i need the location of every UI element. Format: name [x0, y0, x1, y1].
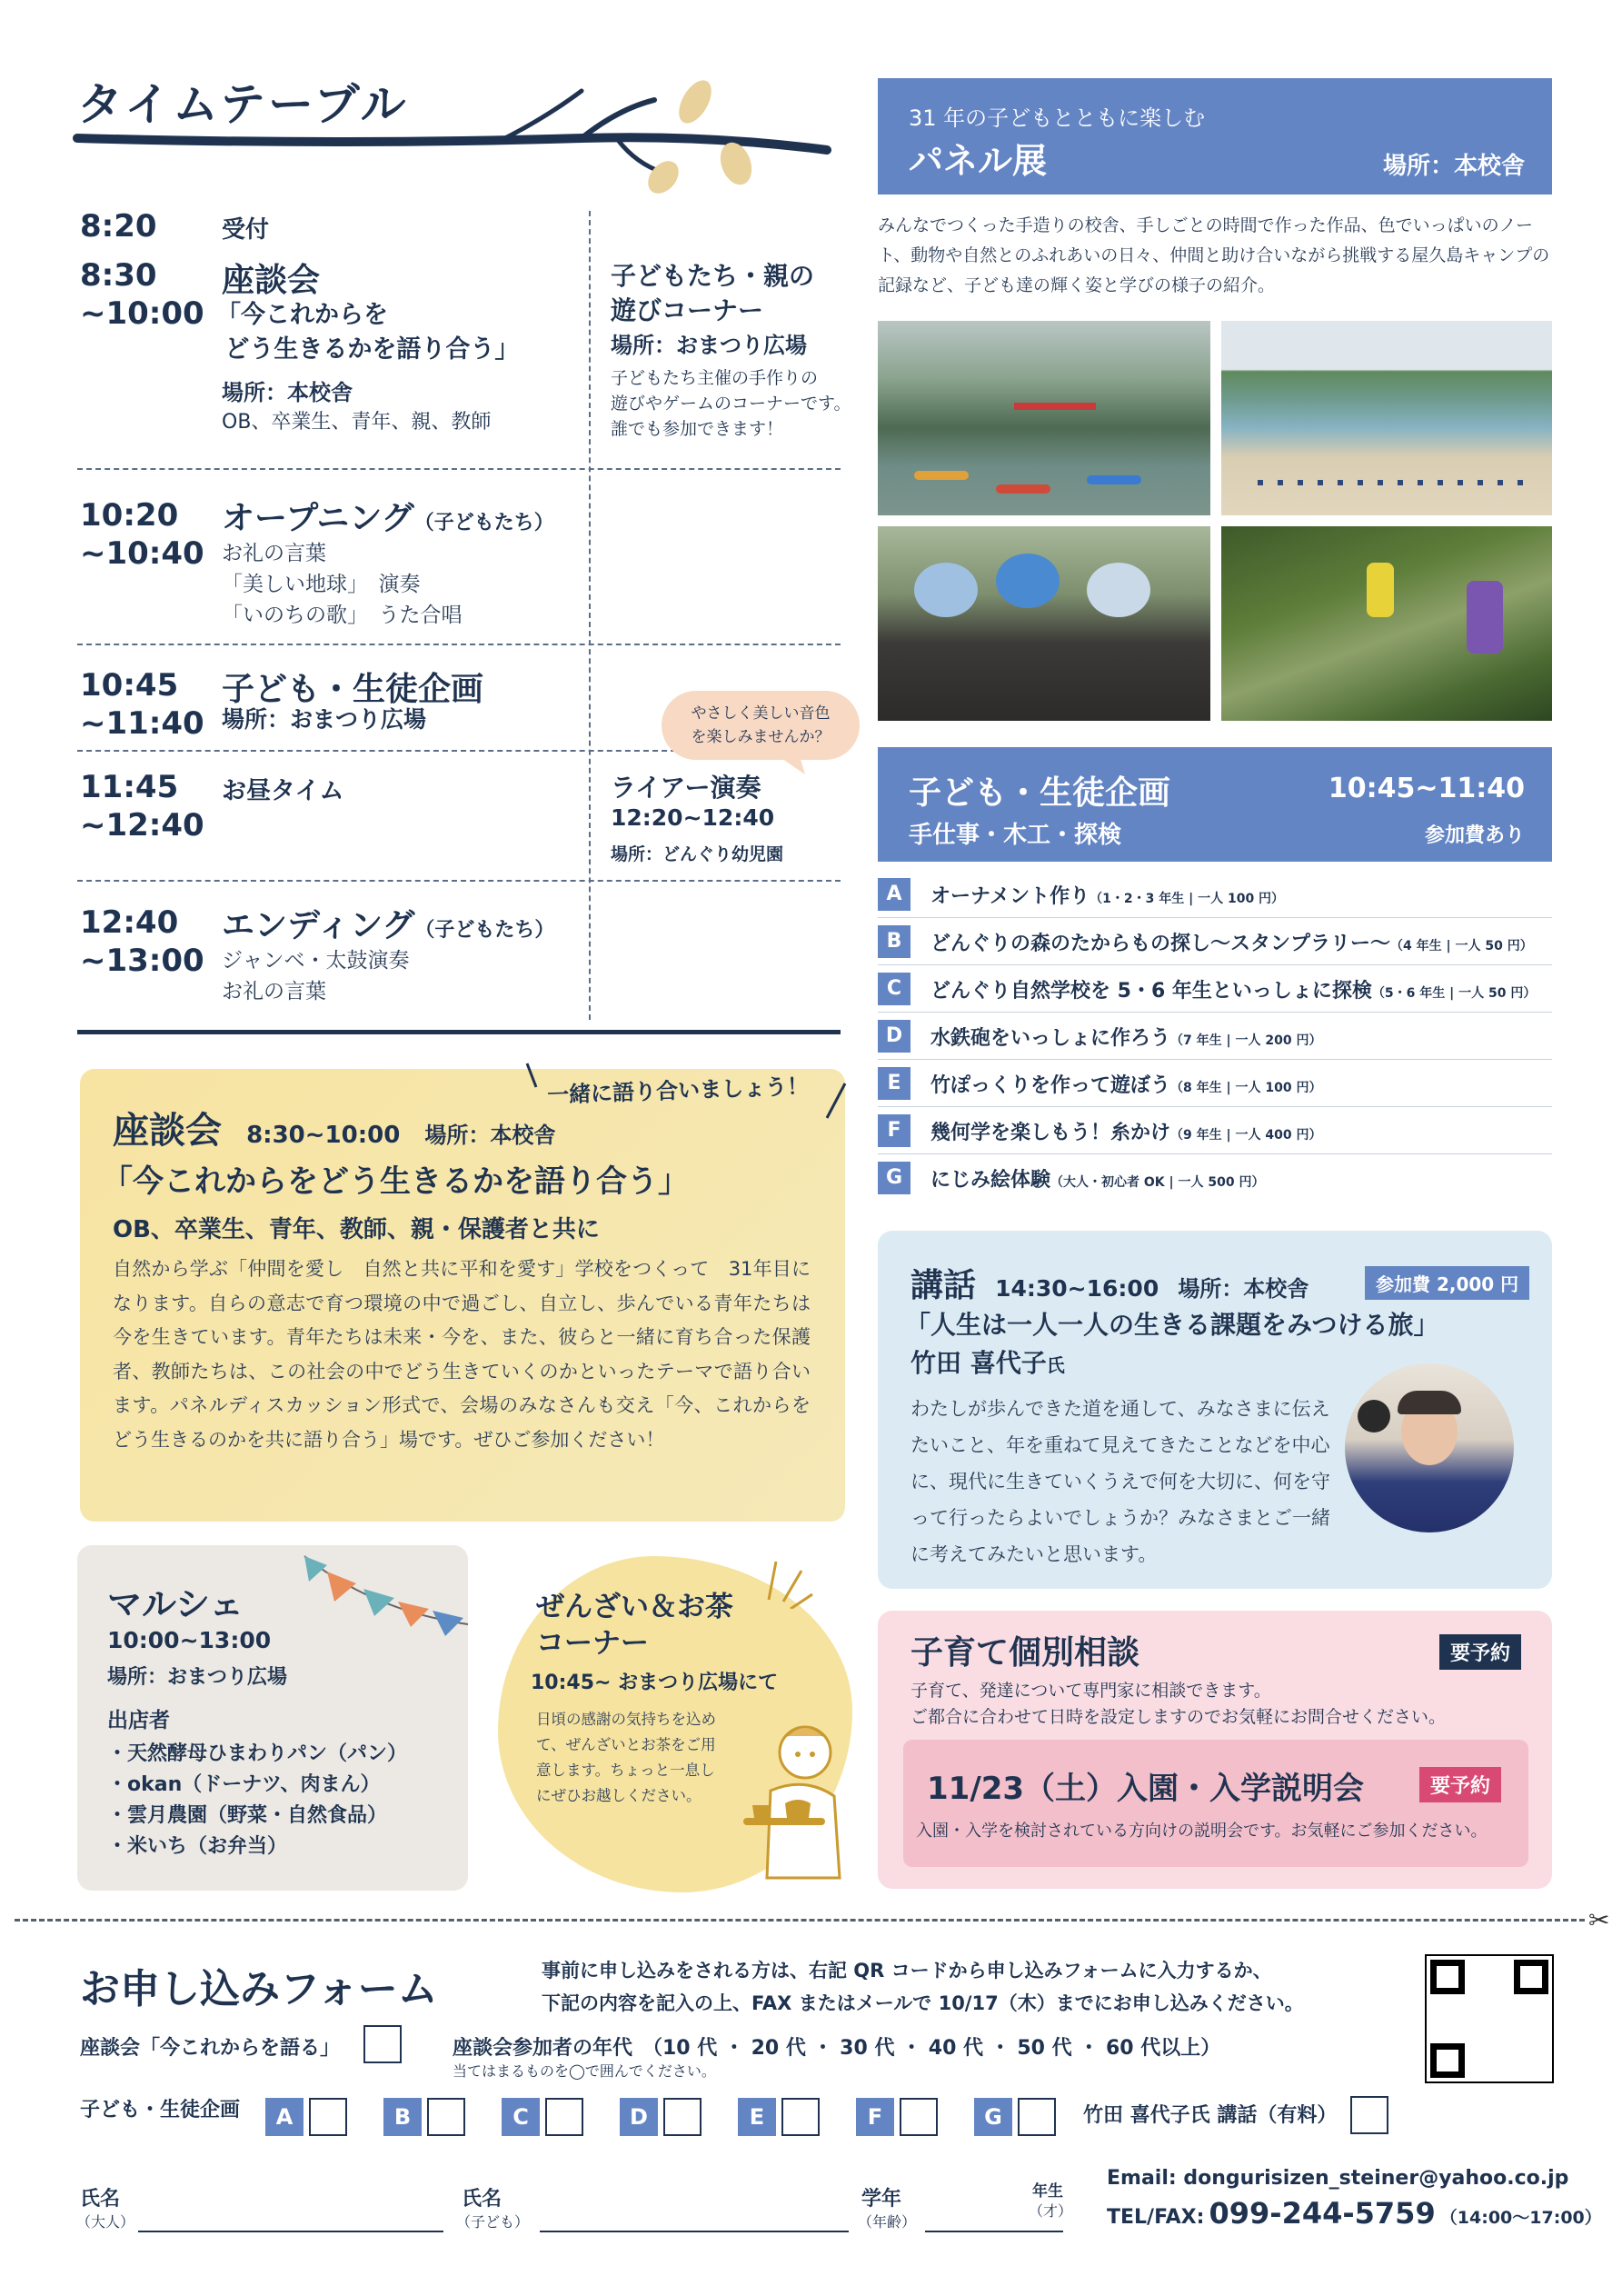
activity-note: （5・6 年生 | 一人 50 円）	[1371, 986, 1537, 1001]
panel-header	[878, 78, 1552, 195]
time-1145: 11:45 ~12:40	[80, 769, 204, 844]
marche-shop: ・okan（ドーナツ、肉まん）	[107, 1773, 381, 1796]
activity-letter-a: A	[878, 878, 911, 911]
lecture-speaker: 竹田 喜代子	[911, 1348, 1047, 1378]
play-corner-place: 場所：おまつり広場	[611, 333, 807, 358]
form-letter-g: G	[974, 2098, 1012, 2136]
tea-title: ぜんざい＆お茶 コーナー	[536, 1591, 733, 1660]
kids-checkbox-d[interactable]	[663, 2098, 702, 2136]
name-child-input[interactable]	[540, 2231, 849, 2232]
time-1045: 10:45 ~11:40	[80, 667, 204, 742]
lecture-place: 場所：本校舎	[1178, 1276, 1309, 1302]
planting-photo	[878, 526, 1210, 721]
tel-hours: （14:00～17:00）	[1439, 2208, 1602, 2228]
activity-letter-e: E	[878, 1067, 911, 1100]
form-kids-label: 子ども・生徒企画	[80, 2099, 241, 2121]
lyre-bubble	[662, 691, 860, 760]
name-adult-input[interactable]	[138, 2231, 443, 2232]
forum-checkbox[interactable]	[363, 2025, 402, 2063]
form-name-adult-label: 氏名	[80, 2188, 121, 2211]
form-letter-e: E	[738, 2098, 776, 2136]
activity-note: （4 年生 | 一人 50 円）	[1390, 939, 1533, 953]
contact-email: Email: dongurisizen_steiner@yahoo.co.jp	[1107, 2167, 1569, 2190]
activity-b	[930, 928, 1533, 956]
lecture-body: わたしが歩んできた道を通して、みなさまに伝えたいこと、年を重ねて見えてきたことなどを中心に、現代に生きていくうえで何を大切に、何を守って行ったらよいでしょうか？みなさまとご一緒に考えてみたいと思います。	[911, 1398, 1330, 1565]
activity-divider	[878, 1059, 1552, 1060]
ending-line	[222, 900, 554, 946]
activity-name: どんぐりの森のたからもの探し～スタンプラリー～	[930, 933, 1391, 955]
panel-desc: みんなでつくった手造りの校舎、手しごとの時間で作った作品、色でいっぱいのノート、動物や自然とのふれあいの日々、仲間と助け合いながら挑戦する屋久島キャンプの記録など、子ども達の輝く姿と学びの様子の紹介。	[878, 215, 1550, 295]
form-letter-f: F	[856, 2098, 894, 2136]
forum-tagline: 一緒に語り合いましょう！	[546, 1073, 810, 1109]
kids-project-place: 場所：おまつり広場	[222, 706, 427, 733]
kids-project-fee: 参加費あり	[1424, 824, 1525, 847]
forest-walk-photo	[1221, 526, 1552, 721]
kids-checkbox-f[interactable]	[900, 2098, 938, 2136]
forum-with: OB、卒業生、青年、教師、親・保護者と共に	[113, 1216, 600, 1243]
activity-d	[930, 1023, 1321, 1051]
form-name-child-sub: （子ども）	[456, 2213, 530, 2231]
opening-label: オープニング	[222, 500, 414, 537]
activity-letter-d: D	[878, 1020, 911, 1053]
activity-divider	[878, 1106, 1552, 1107]
form-grade-label: 学年	[861, 2188, 902, 2211]
tel-number: 099-244-5759	[1209, 2196, 1436, 2231]
contact-phone-line	[1107, 2196, 1602, 2231]
lecture-fee-badge: 参加費 2,000 円	[1365, 1266, 1529, 1300]
qr-code	[1425, 1954, 1554, 2083]
info-session-body: 入園・入学を検討されている方向けの説明会です。お気軽にご参加ください。	[916, 1822, 1488, 1841]
tea-server-illustration	[734, 1718, 843, 1882]
beach-photo	[1221, 321, 1552, 515]
lyre-bubble-text: やさしく美しい音色 を楽しみませんか？	[691, 704, 831, 746]
opening-item: お礼の言葉	[222, 542, 326, 565]
kids-checkbox-c[interactable]	[545, 2098, 583, 2136]
activity-divider	[878, 1012, 1552, 1013]
row-divider	[77, 644, 841, 645]
opening-item: 「いのちの歌」 うた合唱	[222, 604, 463, 627]
kids-project-header	[878, 747, 1552, 862]
cut-line	[15, 1919, 1585, 1922]
grade-input[interactable]	[925, 2231, 1063, 2232]
kids-project-time: 10:45~11:40	[1328, 773, 1525, 804]
forum-theme: 「今これからを どう生きるかを語り合う」	[216, 301, 520, 364]
time-1020: 10:20 ~10:40	[80, 497, 204, 572]
ending-item: ジャンベ・太鼓演奏	[222, 949, 410, 973]
activity-c	[930, 975, 1536, 1003]
opening-item: 「美しい地球」 演奏	[222, 573, 421, 596]
consult-badge: 要予約	[1439, 1634, 1521, 1670]
form-intro: 事前に申し込みをされる方は、右記 QR コードから申し込みフォームに入力するか、 下記の内容を記入の上、FAX またはメールで 10/17（木）までにお申し込みください。	[542, 1960, 1304, 2014]
activity-g	[930, 1164, 1264, 1193]
ending-item: お礼の言葉	[222, 980, 326, 1003]
activity-letter-c: C	[878, 973, 911, 1005]
panel-title: パネル展	[909, 141, 1048, 181]
form-grade-unit: 年生	[1032, 2182, 1063, 2201]
forum-note: OB、卒業生、青年、親、教師	[222, 411, 492, 434]
activity-divider	[878, 964, 1552, 965]
activity-note: （7 年生 | 一人 200 円）	[1170, 1033, 1322, 1048]
time-820: 8:20	[80, 208, 157, 245]
play-corner-desc: 子どもたち主催の手作りの 遊びやゲームのコーナーです。 誰でも参加できます！	[611, 368, 851, 439]
form-grade-unit-sub: （才）	[1029, 2202, 1073, 2220]
forum-place: 場所：本校舎	[222, 380, 353, 405]
form-age-label: 座談会参加者の年代 （10 代 ・ 20 代 ・ 30 代 ・ 40 代 ・ 50 代 ・ 60 代以上）	[453, 2037, 1221, 2060]
kids-project-label: 子ども・生徒企画	[222, 671, 484, 708]
canoe-photo	[878, 321, 1210, 515]
lyre-place: 場所：どんぐり幼児園	[611, 844, 784, 864]
timetable-divider	[589, 211, 591, 1020]
branch-illustration	[73, 64, 836, 200]
form-age-note: 当てはまるものを◯で囲んでください。	[453, 2062, 716, 2080]
panel-place: 場所：本校舎	[1382, 153, 1525, 180]
forum-label: 座談会	[222, 262, 321, 299]
activity-letter-b: B	[878, 925, 911, 958]
kids-checkbox-g[interactable]	[1018, 2098, 1056, 2136]
activity-letter-f: F	[878, 1114, 911, 1147]
activity-divider	[878, 1153, 1552, 1154]
marche-shop: ・米いち（お弁当）	[107, 1835, 288, 1858]
lecture-speaker-line	[911, 1343, 1065, 1380]
lyre-title: ライアー演奏	[611, 773, 761, 803]
time-830: 8:30 ~10:00	[80, 257, 204, 332]
forum-place-label: 場所：本校舎	[424, 1123, 556, 1148]
opening-line	[222, 493, 554, 539]
activity-name: にじみ絵体験	[930, 1169, 1051, 1192]
activity-e	[930, 1070, 1321, 1098]
form-title: お申し込みフォーム	[80, 1966, 438, 2012]
forum-time: 8:30~10:00	[246, 1122, 401, 1149]
forum-head	[113, 1102, 555, 1153]
activity-name: 幾何学を楽しもう！糸かけ	[930, 1122, 1171, 1144]
form-forum-label: 座談会「今これからを語る」	[80, 2037, 341, 2060]
form-grade-sub: （年齢）	[858, 2213, 917, 2231]
ending-tag: （子どもたち）	[414, 919, 555, 942]
form-letter-a: A	[265, 2098, 304, 2136]
tagline-strokes	[518, 1054, 863, 1127]
reception-label: 受付	[222, 216, 270, 244]
lunch-label: お昼タイム	[222, 777, 344, 805]
tea-time: 10:45~ おまつり広場にて	[531, 1672, 779, 1694]
activity-name: オーナメント作り	[930, 885, 1090, 908]
marche-shop: ・天然酵母ひまわりパン（パン）	[107, 1742, 408, 1765]
activity-divider	[878, 917, 1552, 918]
play-corner-title: 子どもたち・親の 遊びコーナー	[611, 261, 815, 325]
form-letter-c: C	[502, 2098, 540, 2136]
marche-shop: ・雲月農園（野菜・自然食品）	[107, 1804, 388, 1827]
kids-checkbox-e[interactable]	[781, 2098, 820, 2136]
row-divider	[77, 880, 841, 882]
bubble-tail	[771, 751, 807, 778]
speaker-portrait	[1345, 1363, 1514, 1532]
kids-project-sub: 手仕事・木工・探検	[909, 822, 1122, 849]
lecture-honorific: 氏	[1046, 1354, 1065, 1376]
bunting-decoration	[300, 1547, 473, 1656]
consult-title: 子育て個別相談	[911, 1634, 1140, 1672]
activity-note: （大人・初心者 OK | 一人 500 円）	[1050, 1175, 1265, 1190]
forum-title: 座談会	[113, 1110, 222, 1152]
kids-checkbox-a[interactable]	[309, 2098, 347, 2136]
form-name-adult-sub: （大人）	[76, 2213, 135, 2231]
form-name-child-label: 氏名	[462, 2188, 503, 2211]
sparkle-lines	[751, 1545, 814, 1609]
form-lecture-label: 竹田 喜代子氏 講話（有料）	[1083, 2104, 1338, 2127]
opening-tag: （子どもたち）	[413, 512, 554, 534]
lecture-theme: 「人生は一人一人の生きる課題をみつける旅」	[905, 1310, 1439, 1340]
forum-theme-banner: 「今これからをどう生きるかを語り合う」	[102, 1163, 689, 1200]
info-session-badge: 要予約	[1419, 1767, 1501, 1802]
lyre-time: 12:20~12:40	[611, 804, 775, 831]
marche-place: 場所：おまつり広場	[107, 1666, 288, 1689]
time-1240: 12:40 ~13:00	[80, 904, 204, 979]
activity-letter-g: G	[878, 1162, 911, 1194]
activity-a	[930, 881, 1284, 909]
activity-name: 竹ぽっくりを作って遊ぼう	[930, 1074, 1171, 1097]
form-letter-b: B	[383, 2098, 422, 2136]
lecture-checkbox[interactable]	[1350, 2096, 1388, 2134]
activity-f	[930, 1117, 1321, 1145]
activity-note: （9 年生 | 一人 400 円）	[1170, 1128, 1322, 1143]
row-divider	[77, 468, 841, 470]
consult-body: 子育て、発達について専門家に相談できます。 ご都合に合わせて日時を設定しますのでお気軽にお問合せください。	[911, 1681, 1447, 1727]
kids-project-title: 子ども・生徒企画	[909, 774, 1171, 812]
info-session-title: 11/23（土）入園・入学説明会	[927, 1771, 1365, 1807]
lecture-head	[911, 1260, 1309, 1306]
lecture-title: 講話	[911, 1267, 977, 1304]
ending-label: エンディング	[222, 907, 415, 944]
lecture-time: 14:30~16:00	[995, 1275, 1159, 1302]
forum-body: 自然から学ぶ「仲間を愛し 自然と共に平和を愛す」学校をつくって 31年目になります。自らの意志で育つ環境の中で過ごし、自立し、歩んでいる青年たちは今を生きています。青年たちは未来・今を、また、彼らと一緒に育ち合った保護者、教師たちは、この社会の中でどう生きていくのかといったテーマで語り合います。パネルディスカッション形式で、会場のみなさんも交え「今、これからをどう生きるのかを共に語り合う」場です。ぜひご参加ください！	[113, 1258, 811, 1451]
activity-name: どんぐり自然学校を 5・6 年生といっしょに探検	[930, 980, 1372, 1003]
marche-shops-label: 出店者	[107, 1709, 170, 1732]
timetable-bottom-rule	[77, 1030, 841, 1034]
scissors-icon: ✂	[1588, 1905, 1610, 1935]
marche-time: 10:00~13:00	[107, 1627, 272, 1653]
activity-note: （8 年生 | 一人 100 円）	[1170, 1081, 1322, 1095]
tea-body: 日頃の感謝の気持ちを込めて、ぜんざいとお茶をご用意します。ちょっと一息しにぜひお越しください。	[536, 1711, 716, 1804]
kids-checkbox-b[interactable]	[427, 2098, 465, 2136]
marche-title: マルシェ	[107, 1584, 244, 1624]
activity-name: 水鉄砲をいっしょに作ろう	[930, 1027, 1171, 1050]
timetable-heading: タイムテーブル	[77, 78, 409, 131]
form-letter-d: D	[620, 2098, 658, 2136]
panel-kicker: 31 年の子どもとともに楽しむ	[909, 105, 1206, 131]
activity-note: （1・2・3 年生 | 一人 100 円）	[1090, 892, 1285, 906]
tel-label: TEL/FAX:	[1107, 2206, 1205, 2229]
